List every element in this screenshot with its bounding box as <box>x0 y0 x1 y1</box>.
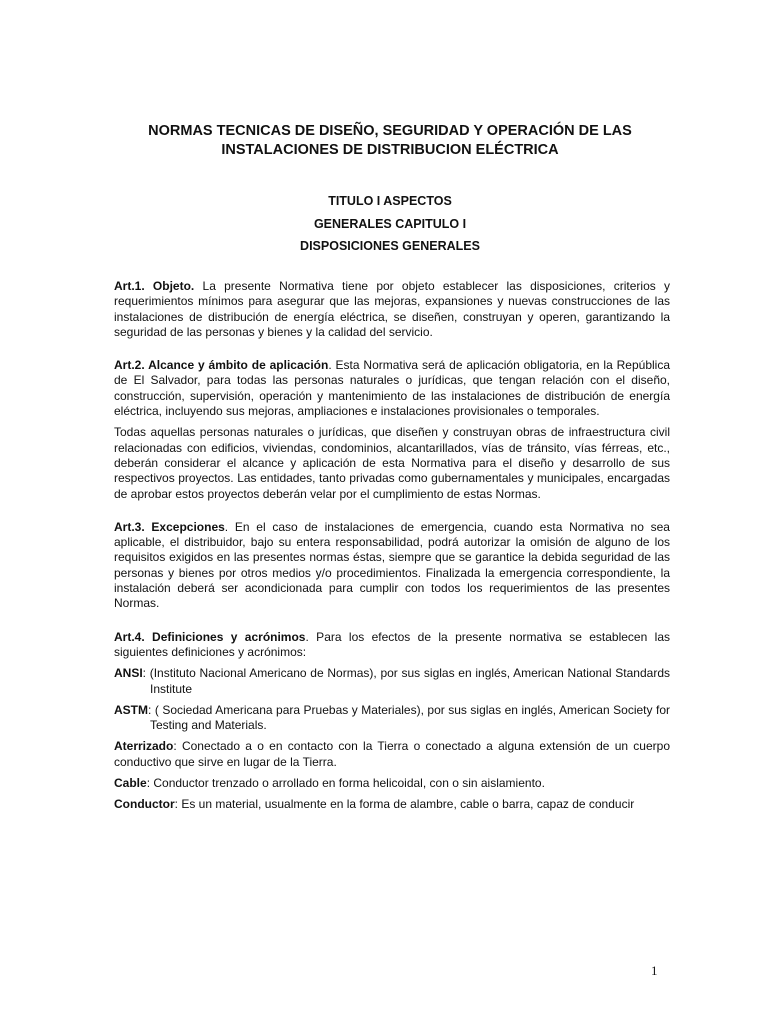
title-line-2: INSTALACIONES DE DISTRIBUCION ELÉCTRICA <box>221 142 559 158</box>
definition-ansi <box>114 666 670 697</box>
subtitle-line-1: TITULO I ASPECTOS <box>328 194 452 208</box>
definition-conductor <box>114 797 670 812</box>
article-2-text: . Esta Normativa será de aplicación obligatoria, en la República de El Salvador, para todas las personas naturales o jurídicas, que tengan relación con el diseño, construcción, supervisión, operación y mantenimiento de las instalaciones de distribución de energía eléctrica, incluyendo sus mejoras, ampliaciones e instalaciones provisionales o temporales. <box>114 358 670 419</box>
definition-term: Aterrizado <box>114 739 174 754</box>
article-3 <box>114 520 670 612</box>
article-1-text: La presente Normativa tiene por objeto establecer las disposiciones, criterios y requerimientos mínimos para asegurar que las mejoras, expansiones y nuevas construcciones de las instalaciones de distribución de energía eléctrica, se diseñen, construyan y operen, garantizando la seguridad de las personas y bienes y la calidad del servicio. <box>114 279 670 339</box>
article-4-heading: Art.4. Definiciones y acrónimos <box>114 629 306 644</box>
definition-text: : Conectado a o en contacto con la Tierra o conectado a alguna extensión de un cuerpo conductivo que sirve en lugar de la Tierra. <box>114 739 670 769</box>
article-2 <box>114 358 670 419</box>
definition-term: ANSI <box>114 666 143 681</box>
article-1-heading: Art.1. Objeto. <box>114 279 195 293</box>
section-heading <box>110 190 670 258</box>
definition-term: Cable <box>114 776 147 791</box>
definition-term: ASTM <box>114 702 148 717</box>
article-1 <box>114 279 670 340</box>
page-number: 1 <box>651 963 658 978</box>
article-3-heading: Art.3. Excepciones <box>114 519 225 534</box>
article-4-text: . Para los efectos de la presente normativa se establecen las siguientes definiciones y acrónimos: <box>114 629 670 659</box>
document-title <box>110 122 670 160</box>
subtitle-line-2: GENERALES CAPITULO I <box>313 216 467 231</box>
definition-cable <box>114 776 670 791</box>
definition-term: Conductor <box>114 797 175 812</box>
subtitle-line-3: DISPOSICIONES GENERALES <box>300 239 480 253</box>
article-2-heading: Art.2. Alcance y ámbito de aplicación <box>114 358 329 373</box>
definition-astm <box>114 703 670 734</box>
document-body <box>114 279 670 819</box>
definition-text: : (Instituto Nacional Americano de Normas), por sus siglas en inglés, American National Standards Institute <box>142 666 670 696</box>
article-3-text: . En el caso de instalaciones de emergencia, cuando esta Normativa no sea aplicable, el distribuidor, bajo su entera responsabilidad, podrá autorizar la omisión de alguno de los requisitos exigidos en las presentes normas éstas, siempre que se garantice la debida seguridad de las personas y bienes por otros medios y/o procedimientos. Finalizada la emergencia correspondiente, la instalación deberá ser acondicionada para cumplir con todos los requerimientos de las presentes Normas. <box>114 519 670 611</box>
article-4 <box>114 630 670 661</box>
title-line-1: NORMAS TECNICAS DE DISEÑO, SEGURIDAD Y OPERACIÓN DE LAS <box>148 123 632 139</box>
article-2-paragraph-2: Todas aquellas personas naturales o jurídicas, que diseñen y construyan obras de infraestructura civil relacionadas con edificios, viviendas, condominios, alcantarillados, vías de tránsito, vías férreas, etc., deberán considerar el alcance y aplicación de esta Normativa para el diseño y desarrollo de sus respectivos proyectos. Las entidades, tanto privadas como gubernamentales y municipales, encargadas de aprobar estos proyectos deberán velar por el cumplimiento de estas Normas. <box>114 425 670 501</box>
definition-text: : ( Sociedad Americana para Pruebas y Materiales), por sus siglas en inglés, American Society for Testing and Materials. <box>148 702 670 733</box>
definition-aterrizado <box>114 739 670 770</box>
definition-text: : Conductor trenzado o arrollado en forma helicoidal, con o sin aislamiento. <box>146 776 545 791</box>
definition-text: : Es un material, usualmente en la forma de alambre, cable o barra, capaz de conducir <box>174 797 635 812</box>
